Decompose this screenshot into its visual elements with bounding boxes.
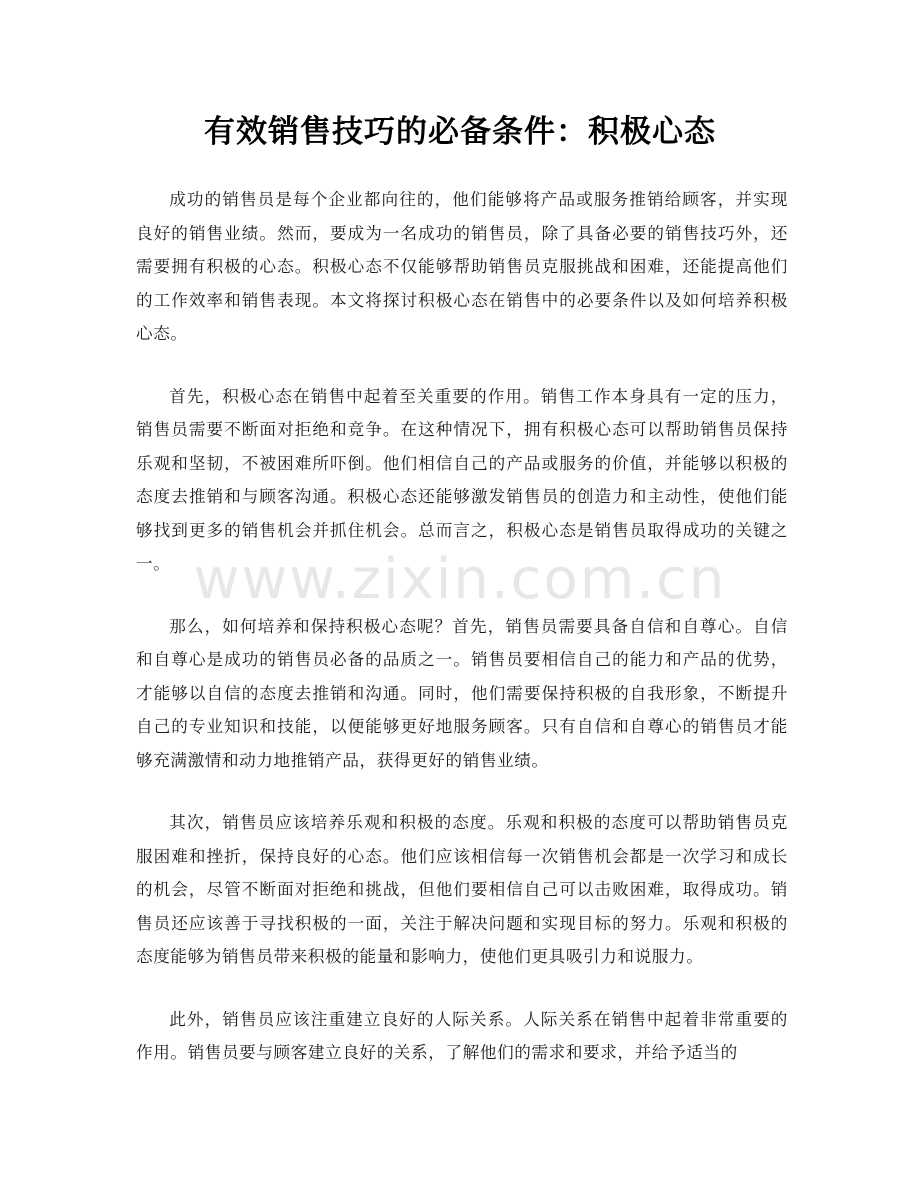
document-body	[136, 183, 788, 1099]
paragraph-5: 此外，销售员应该注重建立良好的人际关系。人际关系在销售中起着非常重要的作用。销售员要与顾客建立良好的关系，了解他们的需求和要求，并给予适当的	[136, 1009, 788, 1062]
paragraph-3: 那么，如何培养和保持积极心态呢？首先，销售员需要具备自信和自尊心。自信和自尊心是成功的销售员必备的品质之一。销售员要相信自己的能力和产品的优势，才能够以自信的态度去推销和沟通。同时，他们需要保持积极的自我形象，不断提升自己的专业知识和技能，以便能够更好地服务顾客。只有自信和自尊心的销售员才能够充满激情和动力地推销产品，获得更好的销售业绩。	[136, 616, 788, 770]
watermark: www.zixin.com.cn	[193, 547, 727, 612]
paragraph-4: 其次，销售员应该培养乐观和积极的态度。乐观和积极的态度可以帮助销售员克服困难和挫折，保持良好的心态。他们应该相信每一次销售机会都是一次学习和成长的机会，尽管不断面对拒绝和挑战，但他们要相信自己可以击败困难，取得成功。销售员还应该善于寻找积极的一面，关注于解决问题和实现目标的努力。乐观和积极的态度能够为销售员带来积极的能量和影响力，使他们更具吸引力和说服力。	[136, 813, 788, 966]
document-title: 有效销售技巧的必备条件：积极心态	[204, 114, 716, 150]
paragraph-2: 首先，积极心态在销售中起着至关重要的作用。销售工作本身具有一定的压力，销售员需要不断面对拒绝和竞争。在这种情况下，拥有积极心态可以帮助销售员保持乐观和坚韧，不被困难所吓倒。他们相信自己的产品或服务的价值，并能够以积极的态度去推销和与顾客沟通。积极心态还能够激发销售员的创造力和主动性，使他们能够找到更多的销售机会并抓住机会。总而言之，积极心态是销售员取得成功的关键之一。	[136, 386, 788, 573]
paragraph-1: 成功的销售员是每个企业都向往的，他们能够将产品或服务推销给顾客，并实现良好的销售业绩。然而，要成为一名成功的销售员，除了具备必要的销售技巧外，还需要拥有积极的心态。积极心态不仅能够帮助销售员克服挑战和困难，还能提高他们的工作效率和销售表现。本文将探讨积极心态在销售中的必要条件以及如何培养积极心态。	[136, 190, 788, 343]
